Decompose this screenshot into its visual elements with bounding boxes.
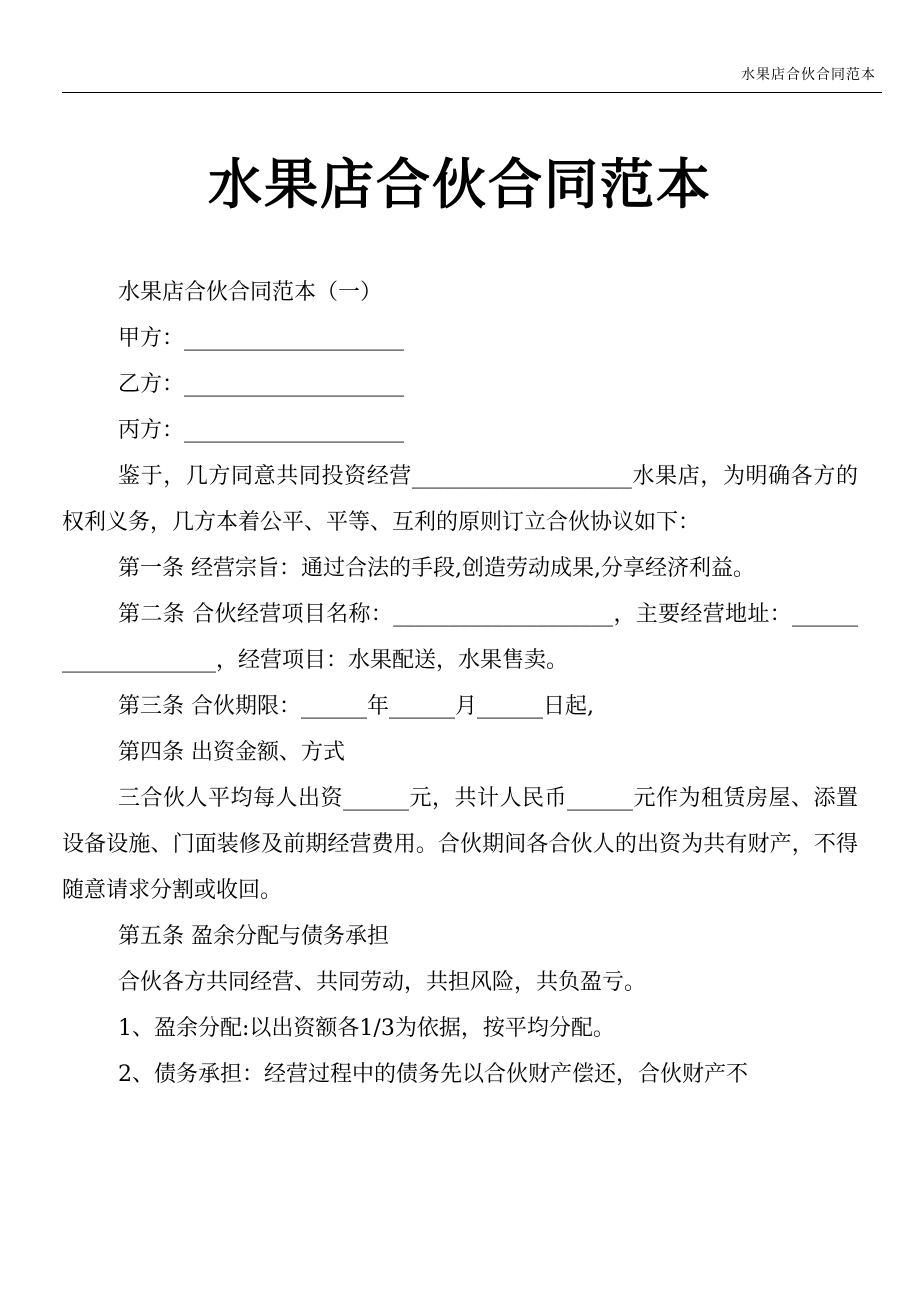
debt-liability-item: 2、债务承担：经营过程中的债务先以合伙财产偿还，合伙财产不 bbox=[118, 1062, 748, 1087]
document-title: 水果店合伙合同范本 bbox=[208, 153, 712, 216]
document-body bbox=[62, 270, 858, 1098]
article-4-heading: 第四条 出资金额、方式 bbox=[118, 740, 345, 765]
article-5-heading: 第五条 盈余分配与债务承担 bbox=[118, 924, 389, 949]
article-5-body: 合伙各方共同经营、共同劳动，共担风险，共负盈亏。 bbox=[118, 970, 647, 995]
party-c-line: 丙方：____________________ bbox=[118, 418, 405, 443]
profit-distribution-item: 1、盈余分配:以出资额各1/3为依据，按平均分配。 bbox=[118, 1016, 615, 1041]
header-divider bbox=[62, 92, 882, 93]
article-2: 第二条 合伙经营项目名称：____________________，主要经营地址：____________________，经营项目：水果配送，水果售卖。 bbox=[62, 602, 858, 673]
article-3: 第三条 合伙期限：______年______月______日起, bbox=[118, 694, 594, 719]
preamble-paragraph: 鉴于，几方同意共同投资经营____________________水果店，为明确各方的权利义务，几方本着公平、平等、互利的原则订立合伙协议如下： bbox=[62, 464, 858, 535]
party-b-line: 乙方：____________________ bbox=[118, 372, 405, 397]
article-1: 第一条 经营宗旨：通过合法的手段,创造劳动成果,分享经济利益。 bbox=[118, 556, 755, 581]
party-a-line: 甲方：____________________ bbox=[118, 326, 405, 351]
article-4-body: 三合伙人平均每人出资______元，共计人民币______元作为租赁房屋、添置设备设施、门面装修及前期经营费用。合伙期间各合伙人的出资为共有财产，不得随意请求分割或收回。 bbox=[62, 786, 858, 903]
contract-heading: 水果店合伙合同范本（一） bbox=[118, 280, 383, 305]
running-header: 水果店合伙合同范本 bbox=[741, 67, 876, 83]
